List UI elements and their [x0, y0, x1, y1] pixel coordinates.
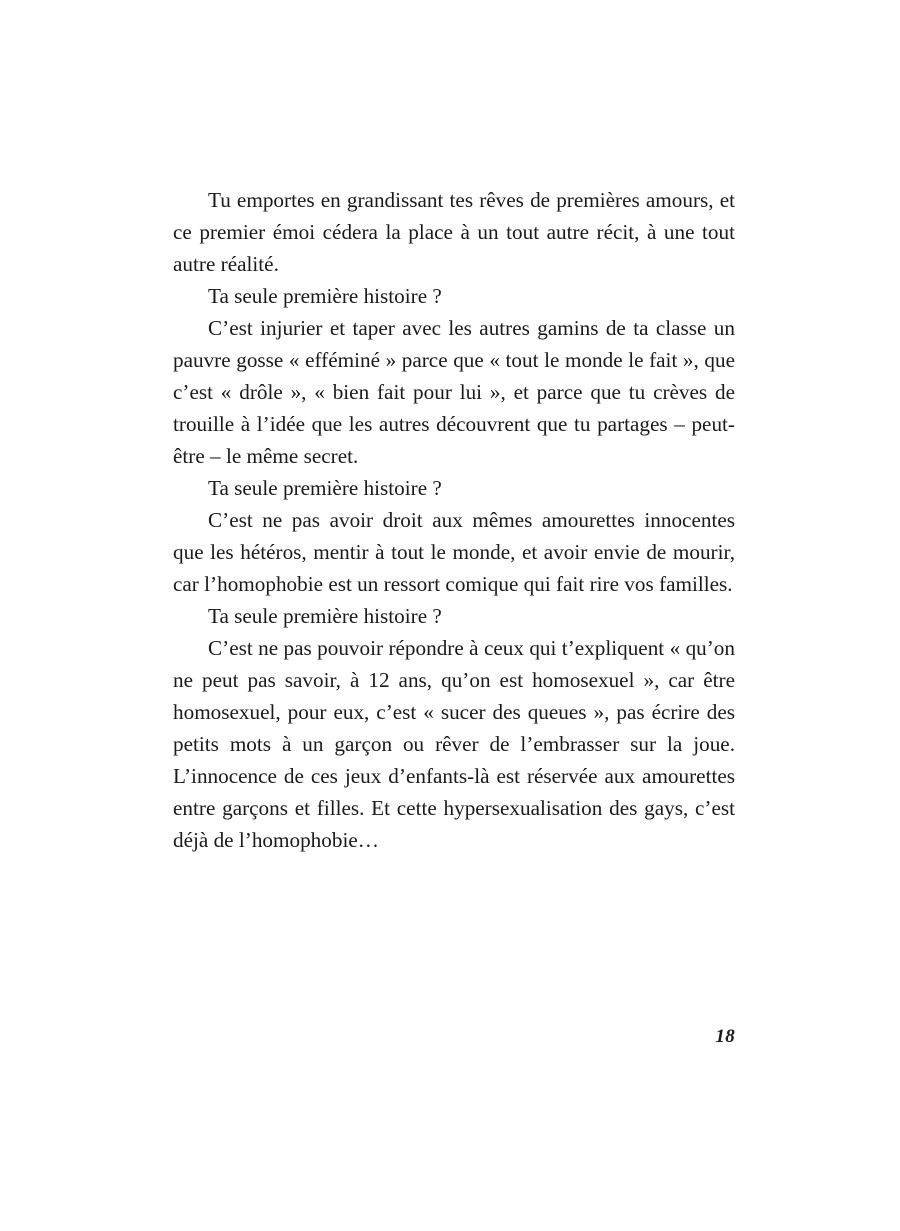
paragraph: C’est ne pas pouvoir répondre à ceux qui t’expliquent « qu’on ne peut pas savoir, à 12 ans, qu’on est homosexuel », car être homosexuel, pour eux, c’est « sucer des queues », pas écrire des petits mots à un garçon ou rêver de l’embrasser sur la joue. L’innocence de ces jeux d’enfants-là est réservée aux amourettes entre garçons et filles. Et cette hypersexualisation des gays, c’est déjà de l’homophobie…: [173, 636, 735, 852]
paragraph: C’est ne pas avoir droit aux mêmes amourettes innocentes que les hétéros, mentir à tout le monde, et avoir envie de mourir, car l’homophobie est un ressort comique qui fait rire vos familles.: [173, 508, 735, 596]
paragraph: C’est injurier et taper avec les autres gamins de ta classe un pauvre gosse « efféminé » parce que « tout le monde le fait », que c’est « drôle », « bien fait pour lui », et parce que tu crèves de trouille à l’idée que les autres découvrent que tu partages – peut-être – le même secret.: [173, 316, 735, 468]
paragraph: Tu emportes en grandissant tes rêves de premières amours, et ce premier émoi cédera la place à un tout autre récit, à une tout autre réalité.: [173, 188, 735, 276]
page-number: 18: [715, 1026, 735, 1047]
page-text-block: [173, 184, 735, 856]
paragraph-refrain: Ta seule première histoire ?: [208, 604, 442, 628]
paragraph-refrain: Ta seule première histoire ?: [208, 284, 442, 308]
paragraph-refrain: Ta seule première histoire ?: [208, 476, 442, 500]
